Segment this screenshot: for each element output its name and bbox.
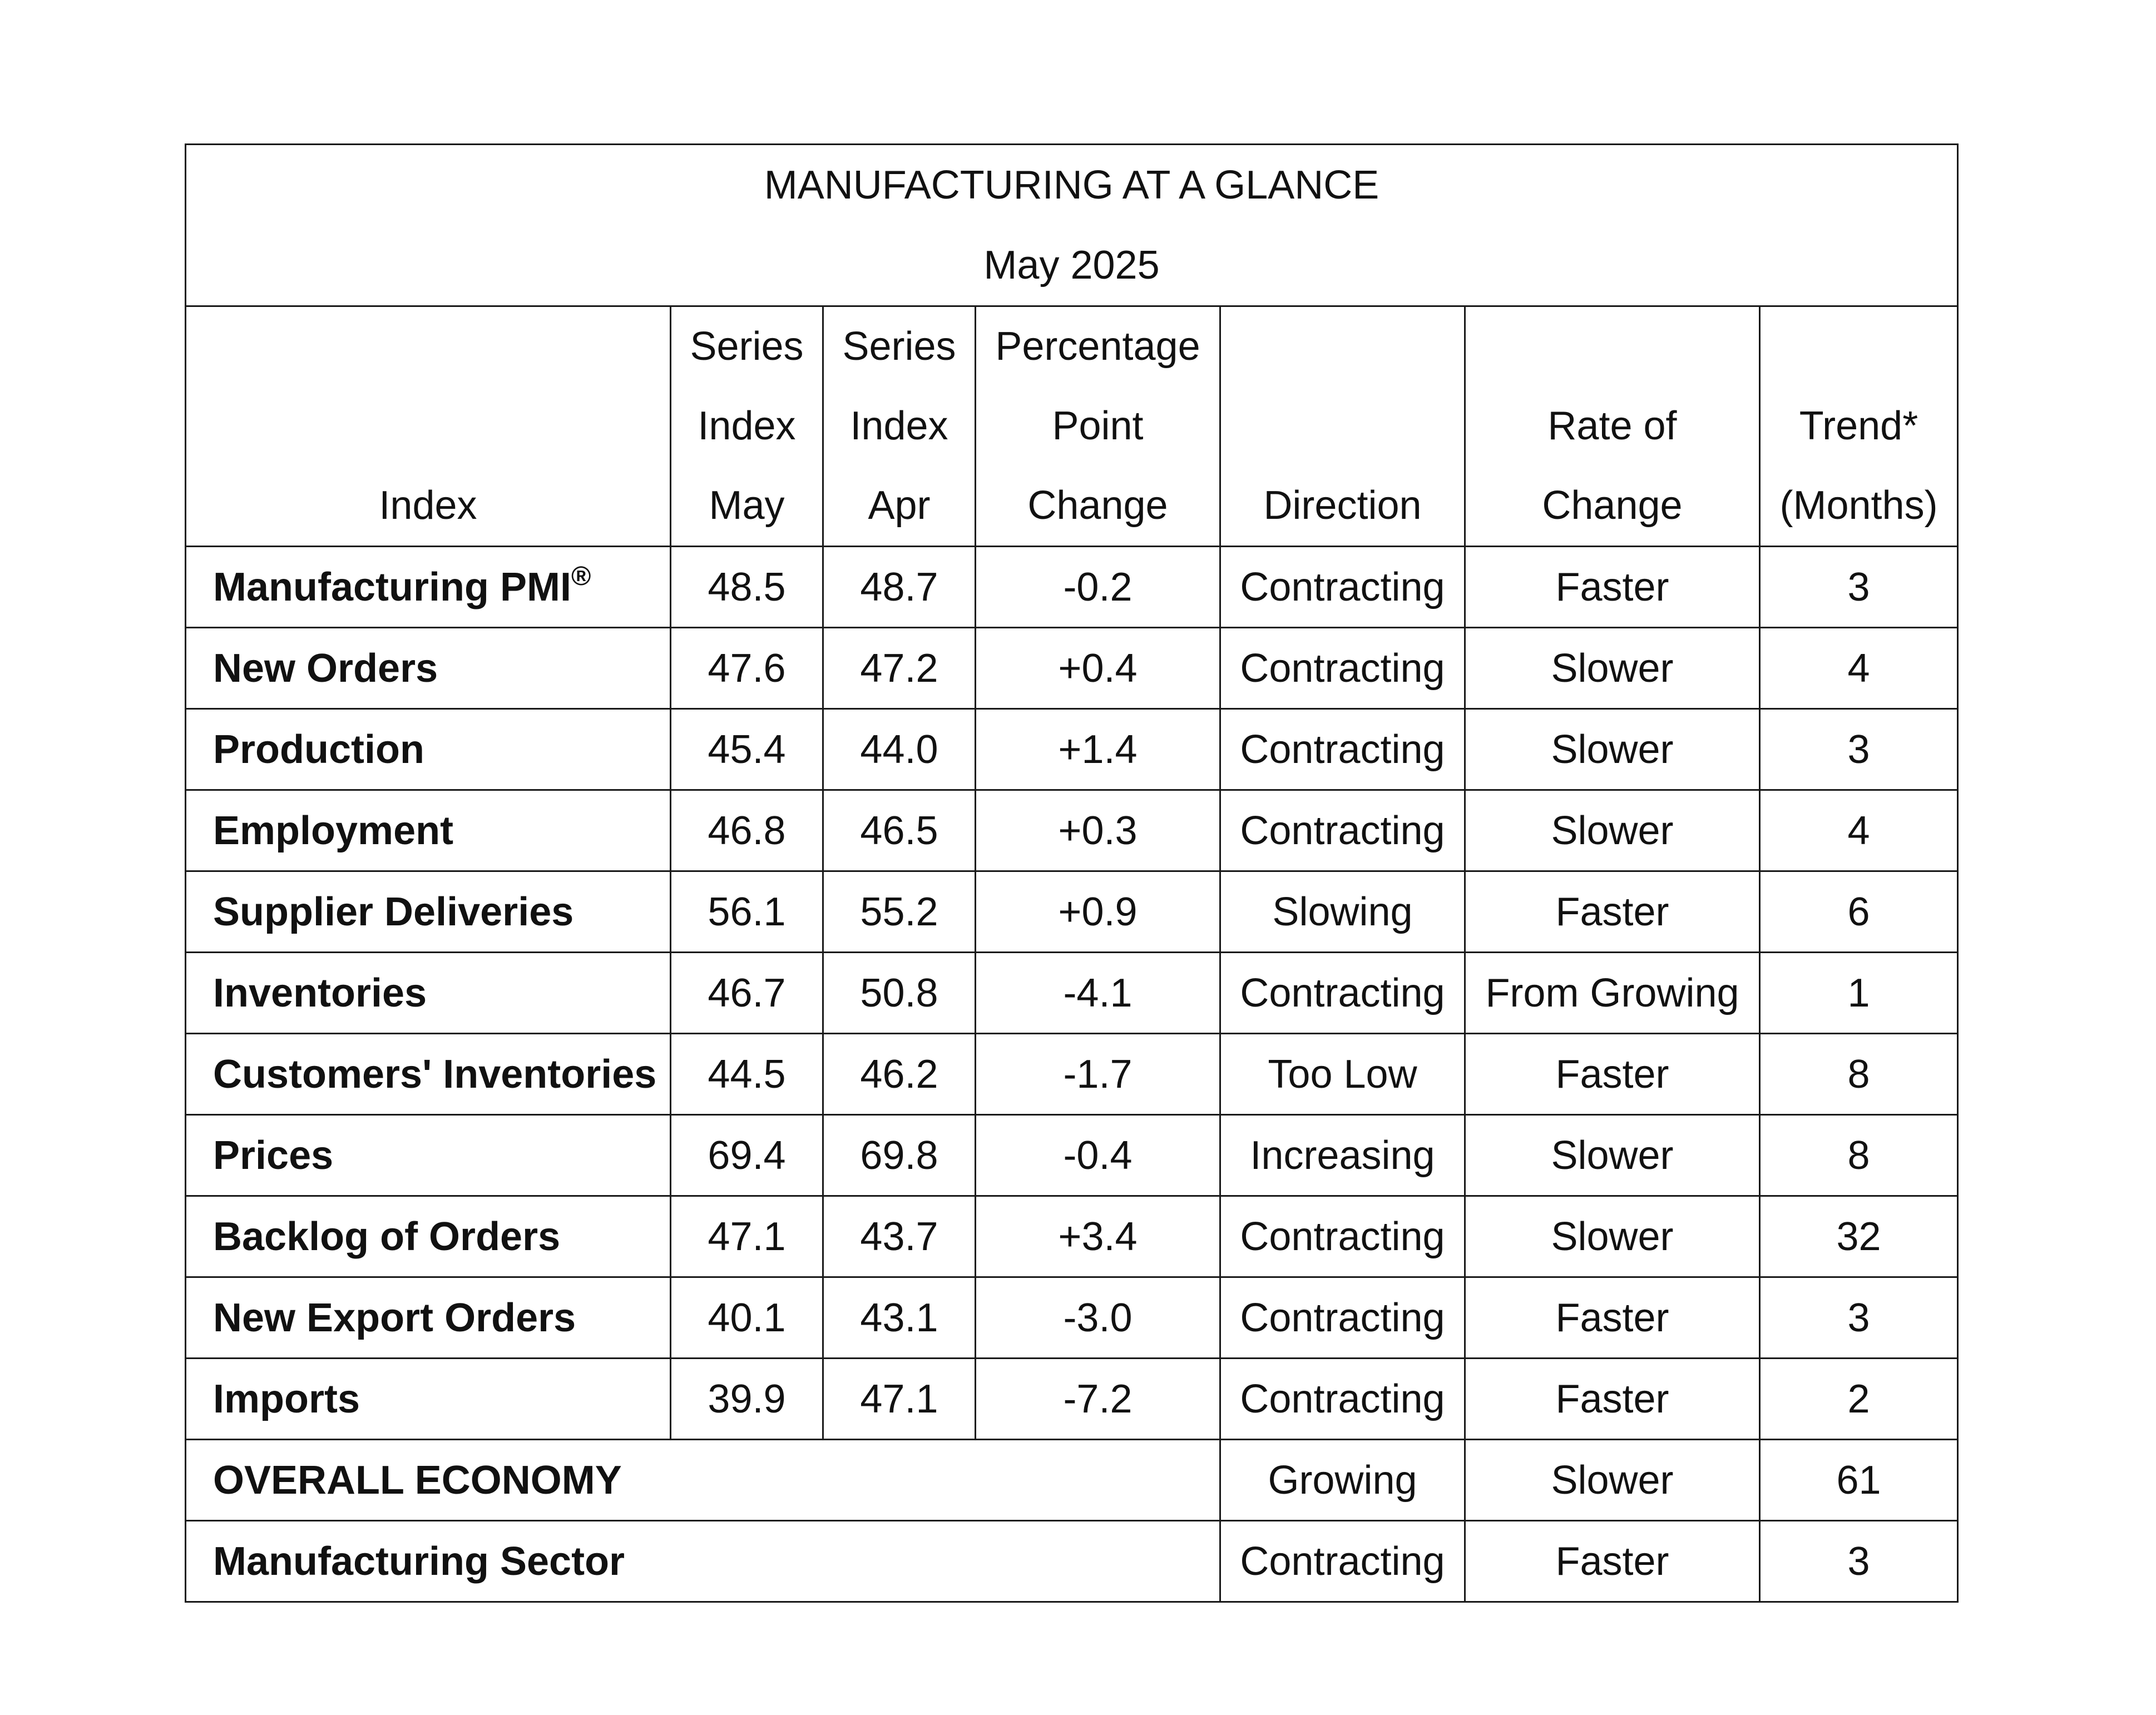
- rate-of-change-cell: [1465, 1034, 1760, 1115]
- rate-of-change-cell: [1465, 1521, 1760, 1602]
- series-index-apr: 43.7: [860, 1214, 938, 1259]
- series-index-apr: 47.2: [860, 646, 938, 691]
- trend-months: 3: [1847, 1539, 1870, 1584]
- summary-label: OVERALL ECONOMY: [213, 1458, 622, 1503]
- rate-of-change-cell: [1465, 1115, 1760, 1196]
- trend-months-cell: [1760, 628, 1958, 709]
- rate-of-change: Faster: [1555, 1539, 1669, 1584]
- summary-label-cell: [186, 1521, 1220, 1602]
- rate-of-change-cell: [1465, 547, 1760, 628]
- percentage-point-change-cell: [976, 547, 1220, 628]
- index-name-cell: [186, 628, 671, 709]
- series-index-apr: 47.1: [860, 1376, 938, 1421]
- trend-months-cell: [1760, 1359, 1958, 1440]
- rate-of-change-cell: [1465, 1277, 1760, 1359]
- trend-months: 8: [1847, 1133, 1870, 1178]
- rate-of-change-cell: [1465, 871, 1760, 953]
- trend-months-cell: [1760, 1277, 1958, 1359]
- series-index-may-cell: [671, 709, 823, 790]
- series-index-apr: 46.5: [860, 808, 938, 853]
- direction-cell: [1220, 1277, 1465, 1359]
- percentage-point-change: -0.4: [1063, 1133, 1133, 1178]
- percentage-point-change-cell: [976, 1196, 1220, 1277]
- index-name: New Orders: [213, 646, 438, 691]
- table-row: [186, 1359, 1958, 1440]
- header-row: [186, 306, 1958, 547]
- header-index: [186, 306, 671, 547]
- percentage-point-change-cell: [976, 1359, 1220, 1440]
- trend-months-cell: [1760, 1115, 1958, 1196]
- rate-of-change-cell: [1465, 628, 1760, 709]
- percentage-point-change: +3.4: [1058, 1214, 1138, 1259]
- series-index-apr-cell: [823, 953, 976, 1034]
- trend-months-cell: [1760, 1521, 1958, 1602]
- direction-cell: [1220, 709, 1465, 790]
- series-index-may: 46.8: [708, 808, 786, 853]
- rate-of-change: Slower: [1551, 1133, 1674, 1178]
- direction-cell: [1220, 1115, 1465, 1196]
- manufacturing-at-a-glance-table: [185, 143, 1959, 1603]
- header-series-may: [671, 306, 823, 547]
- index-name-cell: [186, 1277, 671, 1359]
- header-series-apr-line: Series: [842, 324, 956, 369]
- trend-months-cell: [1760, 953, 1958, 1034]
- index-name: Supplier Deliveries: [213, 889, 574, 934]
- direction-cell: [1220, 871, 1465, 953]
- series-index-apr: 69.8: [860, 1133, 938, 1178]
- series-index-may-cell: [671, 628, 823, 709]
- header-series-apr-line: Index: [850, 404, 948, 448]
- index-name-cell: [186, 547, 671, 628]
- series-index-apr-cell: [823, 1115, 976, 1196]
- index-name-cell: [186, 709, 671, 790]
- header-pp-change-line: Point: [1052, 404, 1144, 448]
- header-rate-of-change: [1465, 306, 1760, 547]
- series-index-apr-cell: [823, 628, 976, 709]
- table-row: [186, 790, 1958, 871]
- rate-of-change: Faster: [1555, 564, 1669, 609]
- trend-months-cell: [1760, 871, 1958, 953]
- trend-months-cell: [1760, 790, 1958, 871]
- header-trend-line: Trend*: [1799, 404, 1918, 448]
- table-row: [186, 1196, 1958, 1277]
- trend-months: 6: [1847, 889, 1870, 934]
- direction-cell: [1220, 628, 1465, 709]
- trend-months: 4: [1847, 808, 1870, 853]
- header-direction: [1220, 306, 1465, 547]
- percentage-point-change-cell: [976, 628, 1220, 709]
- header-trend: [1760, 306, 1958, 547]
- header-pp-change-line: Change: [1027, 483, 1168, 528]
- rate-of-change: Faster: [1555, 1295, 1669, 1340]
- index-name-cell: [186, 790, 671, 871]
- direction-cell: [1220, 953, 1465, 1034]
- series-index-apr-cell: [823, 547, 976, 628]
- series-index-may-cell: [671, 1359, 823, 1440]
- percentage-point-change: +1.4: [1058, 727, 1138, 772]
- direction-cell: [1220, 1521, 1465, 1602]
- index-name-cell: [186, 953, 671, 1034]
- index-name: Employment: [213, 808, 454, 853]
- rate-of-change-cell: [1465, 1359, 1760, 1440]
- index-name: Prices: [213, 1133, 334, 1178]
- table-row: [186, 547, 1958, 628]
- series-index-apr-cell: [823, 871, 976, 953]
- table-row: [186, 628, 1958, 709]
- series-index-may: 69.4: [708, 1133, 786, 1178]
- table-row: [186, 709, 1958, 790]
- index-name: Imports: [213, 1376, 360, 1421]
- percentage-point-change: -7.2: [1063, 1376, 1133, 1421]
- header-series-may-line: May: [709, 483, 785, 528]
- series-index-apr-cell: [823, 790, 976, 871]
- series-index-apr: 50.8: [860, 970, 938, 1015]
- table-row: [186, 1115, 1958, 1196]
- table-title-cell: [186, 145, 1958, 306]
- rate-of-change-cell: [1465, 790, 1760, 871]
- index-name: Customers' Inventories: [213, 1052, 657, 1097]
- header-series-apr-line: Apr: [868, 483, 931, 528]
- series-index-may: 46.7: [708, 970, 786, 1015]
- series-index-apr: 48.7: [860, 564, 938, 609]
- trend-months: 3: [1847, 727, 1870, 772]
- direction: Contracting: [1240, 1214, 1445, 1259]
- series-index-may-cell: [671, 790, 823, 871]
- rate-of-change: Faster: [1555, 1376, 1669, 1421]
- header-trend-line: (Months): [1779, 483, 1938, 528]
- percentage-point-change: -3.0: [1063, 1295, 1133, 1340]
- direction: Contracting: [1240, 564, 1445, 609]
- rate-of-change-cell: [1465, 1440, 1760, 1521]
- series-index-apr-cell: [823, 1359, 976, 1440]
- series-index-apr: 55.2: [860, 889, 938, 934]
- direction-cell: [1220, 790, 1465, 871]
- series-index-apr: 43.1: [860, 1295, 938, 1340]
- header-rate-line: Change: [1542, 483, 1683, 528]
- percentage-point-change-cell: [976, 1115, 1220, 1196]
- index-name-cell: [186, 1034, 671, 1115]
- percentage-point-change-cell: [976, 953, 1220, 1034]
- series-index-may-cell: [671, 871, 823, 953]
- table-row: [186, 1034, 1958, 1115]
- direction: Contracting: [1240, 1295, 1445, 1340]
- percentage-point-change: +0.4: [1058, 646, 1138, 691]
- series-index-may: 47.1: [708, 1214, 786, 1259]
- index-name: New Export Orders: [213, 1295, 576, 1340]
- percentage-point-change: -4.1: [1063, 970, 1133, 1015]
- header-series-may-line: Index: [698, 404, 796, 448]
- series-index-apr: 44.0: [860, 727, 938, 772]
- rate-of-change: Faster: [1555, 889, 1669, 934]
- table-row: [186, 953, 1958, 1034]
- header-pp-change: [976, 306, 1220, 547]
- trend-months: 2: [1847, 1376, 1870, 1421]
- series-index-may-cell: [671, 1034, 823, 1115]
- summary-label: Manufacturing Sector: [213, 1539, 625, 1584]
- title-row: [186, 145, 1958, 306]
- direction: Contracting: [1240, 727, 1445, 772]
- summary-row: [186, 1440, 1958, 1521]
- index-name-cell: [186, 1115, 671, 1196]
- series-index-apr: 46.2: [860, 1052, 938, 1097]
- trend-months: 61: [1836, 1458, 1881, 1503]
- table-row: [186, 1277, 1958, 1359]
- trend-months: 3: [1847, 1295, 1870, 1340]
- rate-of-change: Slower: [1551, 1214, 1674, 1259]
- percentage-point-change-cell: [976, 1034, 1220, 1115]
- series-index-apr-cell: [823, 1034, 976, 1115]
- rate-of-change: Slower: [1551, 646, 1674, 691]
- series-index-may-cell: [671, 1115, 823, 1196]
- direction-cell: [1220, 547, 1465, 628]
- index-name-cell: [186, 871, 671, 953]
- direction: Contracting: [1240, 646, 1445, 691]
- index-name: Manufacturing PMI: [213, 564, 571, 609]
- index-name: Production: [213, 727, 424, 772]
- series-index-apr-cell: [823, 1277, 976, 1359]
- trend-months-cell: [1760, 1196, 1958, 1277]
- direction: Contracting: [1240, 808, 1445, 853]
- series-index-may: 56.1: [708, 889, 786, 934]
- percentage-point-change: -0.2: [1063, 564, 1133, 609]
- header-rate-line: Rate of: [1547, 404, 1677, 448]
- trend-months-cell: [1760, 1034, 1958, 1115]
- header-series-may-line: Series: [690, 324, 804, 369]
- trend-months: 8: [1847, 1052, 1870, 1097]
- direction: Slowing: [1272, 889, 1413, 934]
- series-index-may: 45.4: [708, 727, 786, 772]
- series-index-may-cell: [671, 953, 823, 1034]
- percentage-point-change-cell: [976, 709, 1220, 790]
- index-name-cell: [186, 1196, 671, 1277]
- trend-months: 4: [1847, 646, 1870, 691]
- direction: Too Low: [1268, 1052, 1417, 1097]
- series-index-apr-cell: [823, 709, 976, 790]
- trend-months: 3: [1847, 564, 1870, 609]
- series-index-may-cell: [671, 1277, 823, 1359]
- series-index-may: 44.5: [708, 1052, 786, 1097]
- index-name-cell: [186, 1359, 671, 1440]
- series-index-may: 47.6: [708, 646, 786, 691]
- percentage-point-change: +0.9: [1058, 889, 1138, 934]
- header-direction-label: Direction: [1263, 483, 1422, 528]
- trend-months-cell: [1760, 1440, 1958, 1521]
- series-index-apr-cell: [823, 1196, 976, 1277]
- table-title: MANUFACTURING AT A GLANCE: [764, 163, 1379, 207]
- rate-of-change-cell: [1465, 1196, 1760, 1277]
- rate-of-change: Slower: [1551, 1458, 1674, 1503]
- rate-of-change: Slower: [1551, 727, 1674, 772]
- percentage-point-change: -1.7: [1063, 1052, 1133, 1097]
- rate-of-change: From Growing: [1485, 970, 1739, 1015]
- direction-cell: [1220, 1359, 1465, 1440]
- summary-label-cell: [186, 1440, 1220, 1521]
- percentage-point-change-cell: [976, 871, 1220, 953]
- direction: Contracting: [1240, 970, 1445, 1015]
- index-name: Inventories: [213, 970, 427, 1015]
- direction: Growing: [1268, 1458, 1417, 1503]
- trend-months-cell: [1760, 547, 1958, 628]
- direction: Increasing: [1250, 1133, 1435, 1178]
- index-name: Backlog of Orders: [213, 1214, 561, 1259]
- percentage-point-change: +0.3: [1058, 808, 1138, 853]
- header-series-apr: [823, 306, 976, 547]
- direction: Contracting: [1240, 1376, 1445, 1421]
- direction-cell: [1220, 1034, 1465, 1115]
- registered-mark: ®: [571, 561, 591, 591]
- trend-months: 32: [1836, 1214, 1881, 1259]
- header-pp-change-line: Percentage: [995, 324, 1200, 369]
- table-row: [186, 871, 1958, 953]
- direction-cell: [1220, 1196, 1465, 1277]
- rate-of-change: Faster: [1555, 1052, 1669, 1097]
- series-index-may-cell: [671, 1196, 823, 1277]
- series-index-may: 40.1: [708, 1295, 786, 1340]
- series-index-may: 48.5: [708, 564, 786, 609]
- direction-cell: [1220, 1440, 1465, 1521]
- series-index-may: 39.9: [708, 1376, 786, 1421]
- header-index-label: Index: [379, 483, 477, 528]
- rate-of-change-cell: [1465, 953, 1760, 1034]
- summary-row: [186, 1521, 1958, 1602]
- direction: Contracting: [1240, 1539, 1445, 1584]
- trend-months-cell: [1760, 709, 1958, 790]
- percentage-point-change-cell: [976, 790, 1220, 871]
- trend-months: 1: [1847, 970, 1870, 1015]
- rate-of-change: Slower: [1551, 808, 1674, 853]
- percentage-point-change-cell: [976, 1277, 1220, 1359]
- table-subtitle: May 2025: [983, 243, 1160, 288]
- series-index-may-cell: [671, 547, 823, 628]
- rate-of-change-cell: [1465, 709, 1760, 790]
